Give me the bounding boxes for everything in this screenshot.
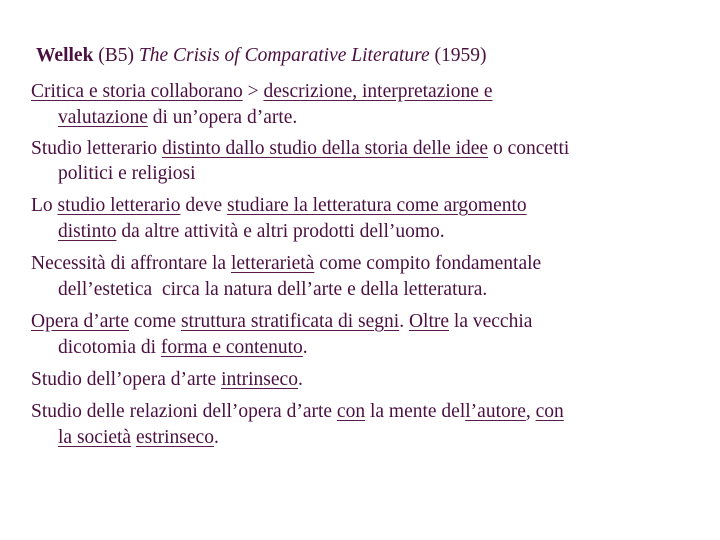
text-segment: letterarietà [230, 253, 315, 274]
text-segment: Studio letterario [31, 138, 163, 159]
paragraph-6-line-1 [31, 369, 303, 391]
text-segment: studiare la letteratura come argomento [227, 195, 527, 216]
text-segment: dicotomia di [58, 337, 161, 358]
text-segment: distinto [58, 221, 117, 242]
title-work: The Crisis of Comparative Literature [138, 45, 430, 66]
text-segment: . [302, 337, 308, 358]
text-segment: l’autore [465, 401, 526, 422]
paragraph-1-line-1 [31, 81, 492, 103]
text-segment: descrizione, interpretazione e [263, 81, 493, 102]
text-segment: . [297, 369, 303, 390]
text-segment: deve [180, 195, 228, 216]
paragraph-4-line-2 [58, 279, 487, 301]
paragraph-2-line-2 [58, 163, 196, 185]
text-segment: distinto dallo studio della storia delle idee [162, 138, 489, 159]
text-segment: la mente del [365, 401, 466, 422]
text-segment: . [213, 427, 219, 448]
title-code: (B5) [98, 45, 135, 66]
text-segment: o concetti [488, 138, 570, 159]
text-segment: da altre attività e altri prodotti dell’uomo. [116, 221, 445, 242]
text-segment: di un’opera d’arte. [147, 107, 298, 128]
paragraph-7-line-1 [31, 401, 564, 423]
text-segment: la società [58, 427, 132, 448]
text-segment: > [242, 81, 264, 102]
paragraph-5-line-2 [58, 337, 308, 359]
text-segment: Necessità di affrontare la [31, 253, 231, 274]
text-segment: Oltre [408, 311, 450, 332]
text-segment: dell’estetica circa la natura dell’arte e della letteratura. [58, 279, 488, 300]
paragraph-4-line-1 [31, 253, 541, 275]
text-segment: come [128, 311, 181, 332]
paragraph-2-line-1 [31, 138, 569, 160]
title-author: Wellek [36, 45, 94, 66]
text-segment: estrinseco [135, 427, 214, 448]
text-segment: studio letterario [57, 195, 181, 216]
text-segment: Critica e storia collaborano [31, 81, 243, 102]
text-segment: Lo [31, 195, 58, 216]
text-segment: Studio dell’opera d’arte [31, 369, 222, 390]
paragraph-3-line-1 [31, 195, 527, 217]
title-year: (1959) [434, 45, 487, 66]
paragraph-3-line-2 [58, 221, 445, 243]
text-segment: valutazione [58, 107, 148, 128]
text-segment: forma e contenuto [160, 337, 303, 358]
text-segment: Studio delle relazioni dell’opera d’arte [31, 401, 337, 422]
text-segment: la vecchia [449, 311, 533, 332]
text-segment: struttura stratificata di segni [180, 311, 400, 332]
text-segment: Opera d’arte [31, 311, 129, 332]
title-line [36, 45, 487, 67]
text-segment: con [336, 401, 366, 422]
text-segment: politici e religiosi [58, 163, 196, 184]
paragraph-1-line-2 [58, 107, 297, 129]
paragraph-7-line-2 [58, 427, 219, 449]
text-segment: , [525, 401, 536, 422]
text-segment: come compito fondamentale [314, 253, 542, 274]
text-segment: con [535, 401, 564, 422]
paragraph-5-line-1 [31, 311, 532, 333]
text-segment: intrinseco [221, 369, 298, 390]
text-segment: . [399, 311, 409, 332]
